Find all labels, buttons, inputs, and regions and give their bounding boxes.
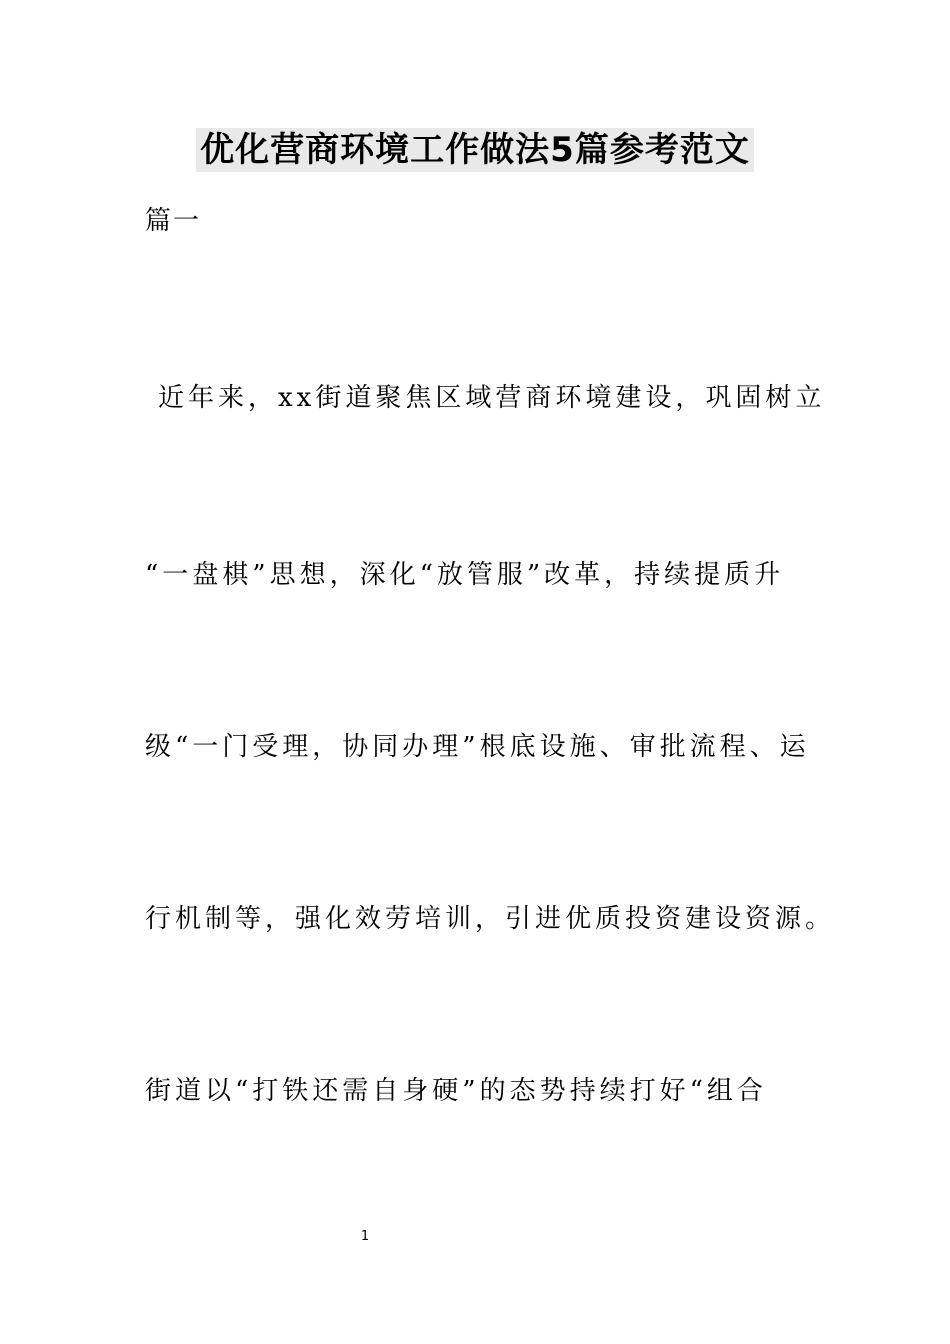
section-label: 篇一	[145, 206, 202, 236]
document-title: 优化营商环境工作做法5篇参考范文	[196, 128, 754, 172]
paragraph-line: 近年来，xx街道聚焦区域营商环境建设，巩固树立	[158, 383, 826, 413]
paragraph-line: 级“一门受理，协同办理”根底设施、审批流程、运	[145, 732, 810, 762]
paragraph-line: 街道以“打铁还需自身硬”的态势持续打好“组合	[145, 1076, 767, 1106]
page-number: 1	[360, 1229, 370, 1244]
title-container	[0, 128, 950, 172]
paragraph-line: “一盘棋”思想，深化“放管服”改革，持续提质升	[145, 560, 785, 590]
paragraph-line: 行机制等，强化效劳培训，引进优质投资建设资源。	[145, 904, 836, 934]
